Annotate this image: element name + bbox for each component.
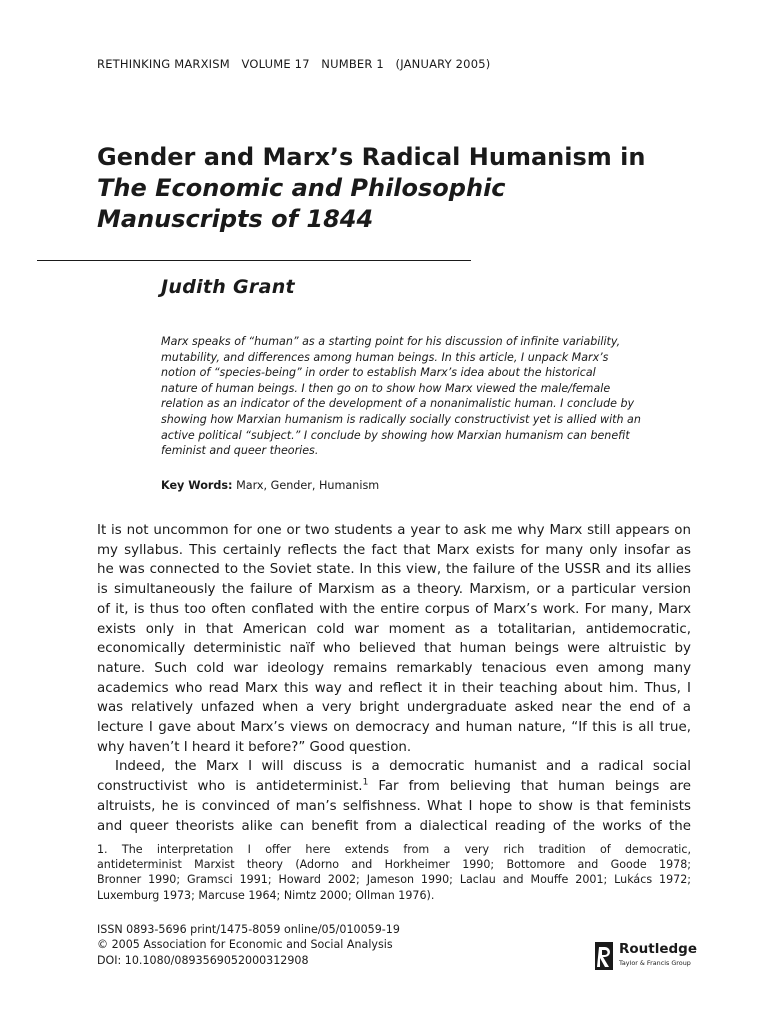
keywords-label: Key Words: bbox=[161, 479, 233, 492]
footnote bbox=[97, 842, 691, 903]
abstract-line: mutability, and differences among human beings. In this article, I unpack Marx’s bbox=[161, 350, 609, 364]
body-line: academics who read Marx this way and reflect it in their teaching about him. Thus, I bbox=[97, 680, 691, 696]
publisher-name: Routledge bbox=[619, 941, 698, 957]
body-line: of it, is thus too often conflated with the entire corpus of Marx’s work. For many, Marx bbox=[97, 601, 691, 617]
journal-header: RETHINKING MARXISM VOLUME 17 NUMBER 1 (JANUARY 2005) bbox=[97, 57, 491, 71]
footnote-ref[interactable]: 1 bbox=[362, 777, 369, 788]
body-line: It is not uncommon for one or two students a year to ask me why Marx still appears on bbox=[97, 523, 691, 538]
footnote-line: antideterminist Marxist theory (Adorno and Horkheimer 1990; Bottomore and Goode 1978; bbox=[97, 858, 691, 872]
body-line: why haven’t I heard it before?” Good question. bbox=[97, 739, 412, 755]
body-line: lecture I gave about Marx’s views on democracy and human nature, “If this is all true, bbox=[97, 720, 691, 736]
abstract-line: active political “subject.” I conclude by showing how Marxian humanism can benefit bbox=[161, 428, 630, 442]
keywords-value: Marx, Gender, Humanism bbox=[236, 479, 380, 492]
body-line bbox=[97, 777, 691, 797]
body-line-part: Far from believing that human beings are bbox=[368, 779, 692, 795]
publication-info bbox=[97, 922, 400, 968]
body-line: and queer theorists alike can benefit from a dialectical reading of the works of the bbox=[97, 818, 691, 834]
title-line-2: The Economic and Philosophic bbox=[97, 174, 506, 202]
routledge-r-logo-icon bbox=[594, 941, 614, 971]
abstract bbox=[161, 334, 691, 459]
body-line: was relatively unfazed when a very bright undergraduate asked near the end of a bbox=[97, 700, 691, 716]
keywords bbox=[161, 479, 379, 492]
body-line: altruists, he is convinced of man’s selfishness. What I hope to show is that feminists bbox=[97, 798, 691, 814]
author-name: Judith Grant bbox=[161, 276, 295, 298]
body-line: is simultaneously the failure of Marxism as a theory. Marxism, or a particular version bbox=[97, 582, 691, 598]
abstract-line: Marx speaks of “human” as a starting point for his discussion of infinite variability, bbox=[161, 335, 621, 348]
footnote-line: Bronner 1990; Gramsci 1991; Howard 2002; Jameson 1990; Laclau and Mouffe 2001; Lukács 1972; bbox=[97, 873, 691, 887]
issn: ISSN 0893-5696 print/1475-8059 online/05/010059-19 bbox=[97, 923, 400, 936]
publisher-group: Taylor & Francis Group bbox=[619, 959, 691, 967]
body-line: economically deterministic naïf who believed that human beings were altruistic by bbox=[97, 641, 691, 657]
footnote-line: 1. The interpretation I offer here extends from a very rich tradition of democratic, bbox=[97, 843, 691, 856]
abstract-line: relation as an indicator of the development of a nonanimalistic human. I conclude by bbox=[161, 397, 635, 411]
doi: DOI: 10.1080/0893569052000312908 bbox=[97, 953, 309, 967]
title-rule bbox=[37, 260, 471, 261]
footnote-line: Luxemburg 1973; Marcuse 1964; Nimtz 2000; Ollman 1976). bbox=[97, 888, 435, 902]
abstract-line: nature of human beings. I then go on to show how Marx viewed the male/female bbox=[161, 381, 611, 395]
body-line: my syllabus. This certainly reflects the fact that Marx exists for many only insofar as bbox=[97, 542, 691, 558]
body-line: nature. Such cold war ideology remains remarkably tenacious even among many bbox=[97, 660, 691, 676]
abstract-line: feminist and queer theories. bbox=[161, 444, 319, 458]
body-text bbox=[97, 521, 691, 836]
abstract-line: showing how Marxian humanism is radically socially constructivist yet is allied with an bbox=[161, 412, 641, 426]
body-line-part: constructivist who is antideterminist. bbox=[97, 779, 363, 795]
body-line: Indeed, the Marx I will discuss is a democratic humanist and a radical social bbox=[115, 759, 691, 775]
body-line: exists only in that American cold war moment as a totalitarian, antidemocratic, bbox=[97, 621, 691, 637]
copyright: © 2005 Association for Economic and Social Analysis bbox=[97, 938, 393, 952]
article-title bbox=[97, 142, 717, 235]
abstract-line: notion of “species-being” in order to establish Marx’s idea about the historical bbox=[161, 366, 596, 380]
title-line-1: Gender and Marx’s Radical Humanism in bbox=[97, 143, 646, 171]
title-line-3: Manuscripts of 1844 bbox=[97, 205, 374, 233]
publisher-logo bbox=[594, 941, 704, 971]
body-line: he was connected to the Soviet state. In this view, the failure of the USSR and its allies bbox=[97, 562, 691, 578]
